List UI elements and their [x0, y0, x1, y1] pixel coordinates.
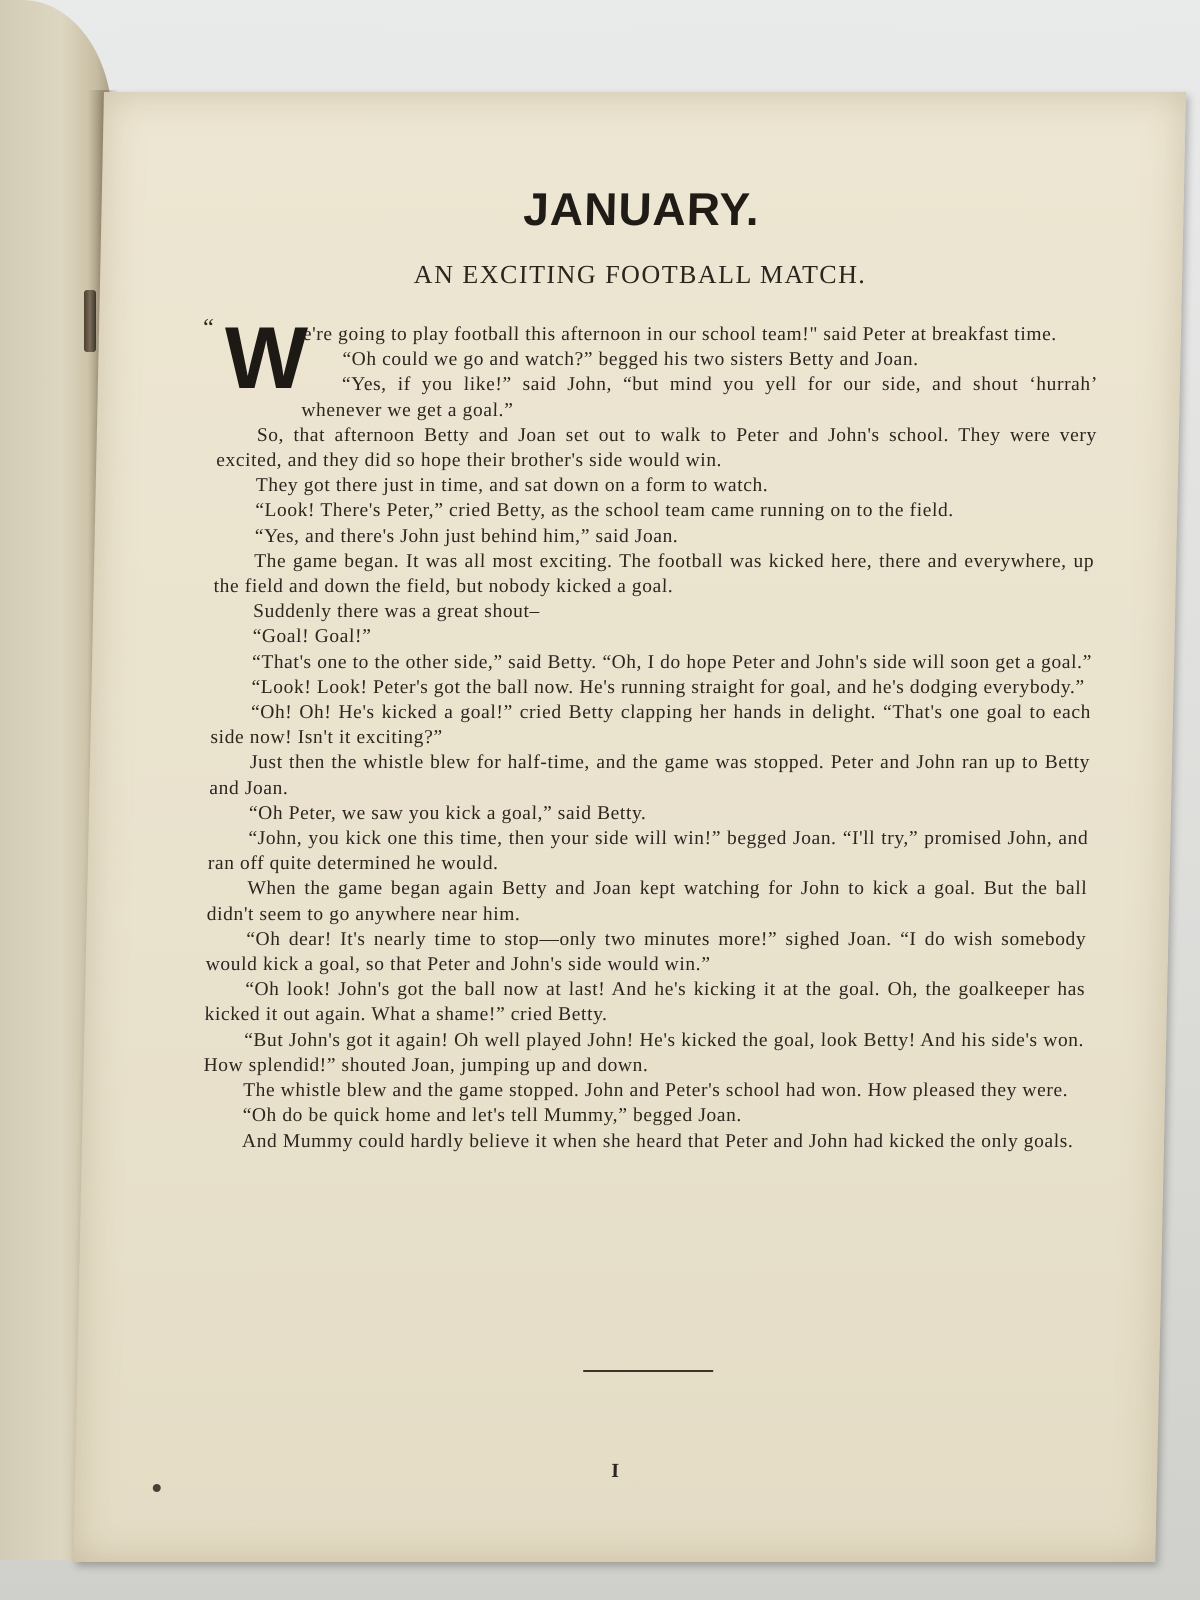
page-number: I	[610, 1460, 620, 1482]
paragraph: “Oh look! John's got the ball now at last! And he's kicking it at the goal. Oh, the goalkeeper has kicked it out again. What a shame!” cried Betty.	[204, 979, 1086, 1026]
paragraph: They got there just in time, and sat down on a form to watch.	[255, 475, 769, 497]
paragraph: “Goal! Goal!”	[252, 626, 372, 648]
paragraph: “Oh dear! It's nearly time to stop—only two minutes more!” sighed Joan. “I do wish somebody would kick a goal, so that Peter and John's side would win.”	[205, 928, 1087, 976]
paragraph: “John, you kick one this time, then your side will win!” begged Joan. “I'll try,” promised John, and ran off quite determined he would.	[207, 828, 1089, 875]
drop-cap-quote: “	[202, 315, 215, 341]
binding-staple	[84, 290, 96, 352]
drop-cap-letter: W	[223, 308, 310, 407]
chapter-heading: JANUARY.	[522, 183, 761, 235]
paragraph: “Look! Look! Peter's got the ball now. He's running straight for goal, and he's dodging everybody.”	[251, 676, 1085, 698]
paragraph: Just then the whistle blew for half-time, and the game was stopped. Peter and John ran up to Betty and Joan.	[209, 752, 1091, 799]
story-title: AN EXCITING FOOTBALL MATCH.	[413, 260, 867, 289]
paragraph: “Yes, if you like!” said John, “but mind you yell for our side, and shout ‘hurrah’ whenever we get a goal.”	[301, 374, 1099, 421]
paragraph: The whistle blew and the game stopped. John and Peter's school had won. How pleased they were.	[242, 1080, 1069, 1102]
end-rule	[583, 1370, 713, 1372]
drop-cap	[202, 308, 310, 407]
book-page	[73, 92, 1186, 1562]
paragraph: “Look! There's Peter,” cried Betty, as the school team came running on to the field.	[255, 500, 955, 522]
paragraph: When the game began again Betty and Joan kept watching for John to kick a goal. But the ball didn't seem to go anywhere near him.	[206, 878, 1088, 925]
paragraph: “Yes, and there's John just behind him,” said Joan.	[254, 525, 679, 547]
story-text	[202, 308, 1099, 1154]
paragraph: And Mummy could hardly believe it when she heard that Peter and John had kicked the only goals.	[241, 1130, 1074, 1152]
paragraph: “Oh Peter, we saw you kick a goal,” said Betty.	[248, 802, 647, 824]
paragraph: “That's one to the other side,” said Betty. “Oh, I do hope Peter and John's side will soon get a goal.”	[251, 651, 1093, 673]
page-content	[133, 92, 1124, 1562]
paragraph: “But John's got it again! Oh well played John! He's kicked the goal, look Betty! And his side's won. How splendid!” shouted Joan, jumping up and down.	[203, 1029, 1085, 1076]
paragraph: “Oh! Oh! He's kicked a goal!” cried Betty clapping her hands in delight. “That's one goal to each side now! Isn't it exciting?”	[210, 702, 1092, 749]
paragraph: Suddenly there was a great shout–	[252, 601, 541, 623]
paragraph: “Oh could we go and watch?” begged his two sisters Betty and Joan.	[342, 349, 919, 371]
paragraph: “Oh do be quick home and let's tell Mummy,” begged Joan.	[242, 1105, 743, 1127]
opening-text: e're going to play football this afternoon in our school team!" said Peter at breakfast time.	[302, 324, 1058, 345]
paragraph: So, that afternoon Betty and Joan set out to walk to Peter and John's school. They were very excited, and they did so hope their brother's side would win.	[216, 424, 1098, 472]
paragraph: The game began. It was all most exciting. The football was kicked here, there and everywhere, up the field and down the field, but nobody kicked a goal.	[213, 550, 1095, 598]
